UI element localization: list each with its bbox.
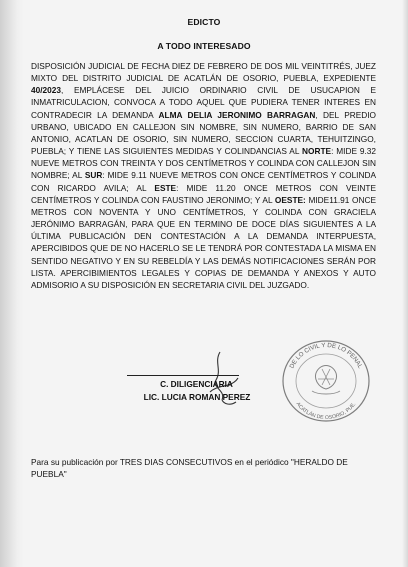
svg-text:ACATLÁN DE OSORIO, PUE. <box>295 401 358 421</box>
sur-label: SUR <box>84 170 103 181</box>
signer-name: LIC. LUCIA ROMAN PEREZ <box>143 392 251 402</box>
body-text-3: , DEL PREDIO URBANO, UBICADO EN CALLEJON SIN NOMBRE, SIN NUMERO, BARRIO DE SAN ANTONIO, ACATLAN DE OSORIO, SIN NUMERO, SECCION CUARTA, TEHUITZINGO, PUEBLA; Y TIENE LAS SIGUIENTES MEDIDAS Y COLINDANCIAS AL <box>31 109 376 157</box>
body-text-6: : MIDE 11.20 ONCE METROS CON VEINTE CENTÍMETROS Y COLINDA CON FAUSTINO JERONIMO; Y AL <box>31 182 376 205</box>
court-seal <box>278 333 374 425</box>
document-title: EDICTO <box>187 17 221 27</box>
plaintiff-name: ALMA DELIA JERONIMO BARRAGAN <box>158 109 316 120</box>
norte-label: NORTE <box>302 146 332 157</box>
document-subtitle: A TODO INTERESADO <box>157 41 251 51</box>
signature-line <box>127 375 239 376</box>
body-text-2: , EMPLÁCESE DEL JUICIO ORDINARIO CIVIL DE USUCAPION E INMATRICULACION, CONVOCA A TODO AQUEL QUE PUDIERA TENER INTERES EN CONTRADECIR LA DEMANDA <box>31 85 376 120</box>
body-text-4: : MIDE 9.32 NUEVE METROS CON TREINTA Y DOS CENTÍMETROS Y COLINDA CON CALLEJON SIN NOMBRE; AL <box>31 146 377 181</box>
oeste-label: OESTE: <box>274 194 306 205</box>
edict-body <box>31 60 376 291</box>
signer-role: C. DILIGENCIARIA <box>160 379 233 389</box>
seal-text-top: DE LO CIVIL Y DE LO PENAL <box>288 341 364 370</box>
body-text-5: : MIDE 9.11 NUEVE METROS CON ONCE CENTÍMETROS Y COLINDA CON RICARDO AVILA; AL <box>31 170 377 193</box>
expediente-number: 40/2023 <box>31 85 61 96</box>
body-text-7: MIDE11.91 ONCE METROS CON NOVENTA Y UNO CENTÍMETROS, Y COLINDA CON GRACIELA JERÓNIMO BARRAGÁN, PARA QUE EN TERMINO DE DOCE DÍAS SIGUIENTES A LA ÚLTIMA PUBLICACIÓN DEN CONTESTACIÓN A LA DEMANDA INTERPUESTA, APERCIBIDOS QUE DE NO HACERLO SE LE TENDRÁ POR CONTESTADA LA MISMA EN SENTIDO NEGATIVO Y EN SU REBELDÍA Y LAS DEMÁS NOTIFICACIONES SERÁN POR LISTA. APERCIBIMIENTOS LEGALES Y COPIAS DE DEMANDA Y ANEXOS Y AUTO ADMISORIO A SU DISPOSICIÓN EN SECRETARIA CIVIL DEL JUZGADO. <box>31 194 376 290</box>
seal-text-bottom: ACATLÁN DE OSORIO, PUE. <box>294 401 358 422</box>
body-text-1: DISPOSICIÓN JUDICIAL DE FECHA DIEZ DE FEBRERO DE DOS MIL VEINTITRÉS, JUEZ MIXTO DEL DISTRITO JUDICIAL DE ACATLÁN DE OSORIO, PUEBLA, EXPEDIENTE <box>31 61 376 84</box>
seal-emblem-icon <box>312 366 340 395</box>
publication-note: Para su publicación por TRES DIAS CONSECUTIVOS en el periódico "HERALDO DE PUEBLA" <box>31 457 348 480</box>
este-label: ESTE <box>154 182 177 193</box>
